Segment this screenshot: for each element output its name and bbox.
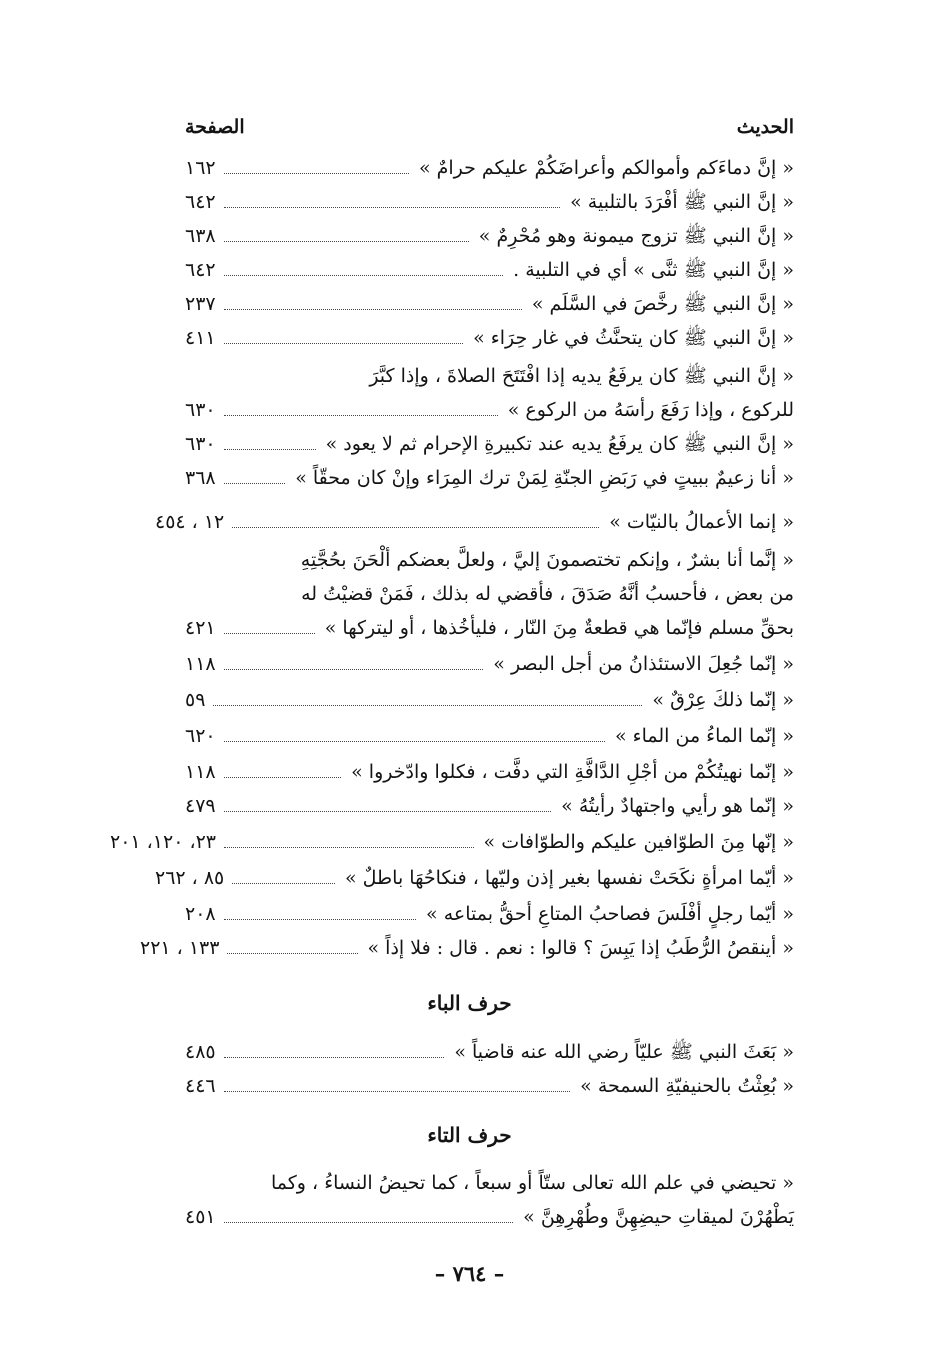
index-entry: [185, 683, 794, 717]
dot-leader: [224, 1222, 514, 1223]
index-entry: [185, 151, 794, 185]
index-entry: [155, 505, 794, 539]
index-entry: [155, 861, 794, 895]
hadith-text: « أيّما امرأةٍ نكَحَتْ نفسها بغير إذن وليّها ، فنكاحُهَا باطلٌ »: [344, 867, 794, 889]
column-header-hadith: الحديث: [736, 116, 794, 138]
index-entry: [185, 461, 794, 495]
hadith-text: « إنَّ النبي ﷺ أفْرَدَ بالتلبية »: [570, 191, 794, 213]
continuation-line: « تحيضي في علم الله تعالى ستّاً أو سبعاً ، كما تحيضُ النساءُ ، وكما: [270, 1172, 794, 1194]
index-entry: [185, 1069, 794, 1103]
dot-leader: [224, 309, 522, 310]
dot-leader: [224, 741, 605, 742]
hadith-text: « إنّما الماءُ من الماء »: [615, 725, 794, 747]
dot-leader: [224, 847, 474, 848]
hadith-text: « إنّما جُعِلَ الاستئذانُ من أجل البصر »: [493, 653, 794, 675]
page-reference: ٥٩: [185, 689, 206, 711]
page-reference: ٤٤٦: [185, 1075, 216, 1097]
page-reference: ٦٣٨: [185, 225, 216, 247]
index-entry: [110, 825, 794, 859]
index-entry: [185, 321, 794, 355]
hadith-text: « إنَّ النبي ﷺ تزوج ميمونة وهو مُحْرِمٌ »: [478, 225, 794, 247]
page-reference: ١٦٢: [185, 157, 216, 179]
dot-leader: [224, 207, 560, 208]
page-reference: ١٢ ، ٤٥٤: [155, 511, 225, 533]
index-entry: [185, 719, 794, 753]
index-entry: [140, 931, 794, 965]
hadith-text: « أنا زعيمٌ ببيتٍ في رَبَضِ الجنّةِ لِمَنْ ترك المِرَاء وإنْ كان محقّاً »: [295, 467, 794, 489]
index-entry: [185, 393, 794, 427]
page-reference: ٦٢٠: [185, 725, 216, 747]
hadith-text: « إنّما ذلكَ عِرْقٌ »: [652, 689, 794, 711]
page-reference: ٢٠٨: [185, 903, 216, 925]
dot-leader: [224, 483, 286, 484]
index-entry: [185, 427, 794, 461]
dot-leader: [224, 777, 342, 778]
section-heading-baa: حرف الباء: [427, 991, 512, 1015]
hadith-text: للركوع ، وإذا رَفَعَ رأسَهُ من الركوع »: [507, 399, 794, 421]
dot-leader: [224, 1091, 571, 1092]
index-entry: [185, 219, 794, 253]
dot-leader: [232, 883, 335, 884]
hadith-text: « بُعِثْتُ بالحنيفيّةِ السمحة »: [580, 1075, 794, 1097]
hadith-text: « إنّما هو رأيي واجتهادٌ رأيتُهُ »: [561, 795, 794, 817]
page-reference: ٤٥١: [185, 1206, 216, 1228]
index-entry: [185, 1035, 794, 1069]
dot-leader: [224, 919, 416, 920]
hadith-text: « إنَّ النبي ﷺ رخَّصَ في السَّلَم »: [531, 293, 794, 315]
page-reference: ٦٣٠: [185, 433, 216, 455]
dot-leader: [224, 275, 504, 276]
page-reference: ١٣٣ ، ٢٢١: [140, 937, 220, 959]
hadith-text: « أيّما رجلٍ أفْلَسَ فصاحبُ المتاعِ أحقُّ بمتاعه »: [426, 903, 794, 925]
continuation-line: « إنَّما أنا بشرٌ ، وإنكم تختصمونَ إليَّ ، ولعلَّ بعضكم ألْحَنَ بحُجَّتِهِ: [300, 549, 794, 571]
index-entry: [185, 185, 794, 219]
page-reference: ٣٦٨: [185, 467, 216, 489]
page-reference: ٤٧٩: [185, 795, 216, 817]
page-reference: ٤١١: [185, 327, 216, 349]
index-entry: [185, 897, 794, 931]
dot-leader: [232, 527, 599, 528]
section-heading-taa: حرف التاء: [427, 1123, 512, 1147]
page-reference: ٤٨٥: [185, 1041, 216, 1063]
hadith-text: يَطْهُرْنَ لميقاتِ حيضِهِنَّ وطُهْرِهِنَّ »: [523, 1206, 794, 1228]
hadith-text: بحقِّ مسلم فإنّما هي قطعةٌ مِنَ النّار ، فليأخُذها ، أو ليتركها »: [324, 617, 794, 639]
index-entry: [185, 647, 794, 681]
dot-leader: [224, 669, 484, 670]
page-reference: ٨٥ ، ٢٦٢: [155, 867, 225, 889]
dot-leader: [224, 449, 316, 450]
index-entry: [185, 287, 794, 321]
dot-leader: [224, 343, 463, 344]
page-reference: ٢٣، ١٢٠، ٢٠١: [110, 831, 217, 853]
index-entry: [185, 789, 794, 823]
dot-leader: [227, 953, 357, 954]
hadith-text: « إنَّ النبي ﷺ كان يرفَعُ يديه عند تكبيرةِ الإحرام ثم لا يعود »: [325, 433, 794, 455]
page-reference: ٦٤٢: [185, 259, 216, 281]
page-reference: ١١٨: [185, 653, 216, 675]
hadith-text: « إنَّ النبي ﷺ كان يتحنَّثُ في غار حِرَاء »: [473, 327, 794, 349]
index-entry: [185, 1200, 794, 1234]
dot-leader: [224, 173, 409, 174]
hadith-text: « إنما الأعمالُ بالنيّات »: [609, 511, 794, 533]
page-number: – ٧٦٤ –: [434, 1261, 505, 1286]
dot-leader: [224, 811, 552, 812]
hadith-text: « أينقصُ الرُّطَبُ إذا يَبِسَ ؟ قالوا : نعم . قال : فلا إذاً »: [367, 937, 794, 959]
page-reference: ١١٨: [185, 761, 216, 783]
column-header-page: الصفحة: [185, 116, 245, 138]
hadith-text: « بَعَثَ النبي ﷺ عليّاً رضي الله عنه قاضياً »: [454, 1041, 794, 1063]
hadith-text: « إنّها مِنَ الطوّافين عليكم والطوّافات »: [483, 831, 794, 853]
page-reference: ٤٢١: [185, 617, 216, 639]
index-entry: [185, 611, 794, 645]
dot-leader: [224, 241, 469, 242]
hadith-text: « إنَّ دماءَكم وأموالكم وأعراضَكُمْ عليكم حرامٌ »: [418, 157, 794, 179]
page-reference: ٦٤٢: [185, 191, 216, 213]
continuation-line: « إنَّ النبي ﷺ كان يرفَعُ يديه إذا افْتَتَحَ الصلاةَ ، وإذا كبَّرَ: [369, 365, 794, 387]
page-reference: ٦٣٠: [185, 399, 216, 421]
index-entry: [185, 253, 794, 287]
index-entry: [185, 755, 794, 789]
dot-leader: [213, 705, 642, 706]
dot-leader: [224, 1057, 445, 1058]
dot-leader: [224, 633, 315, 634]
dot-leader: [224, 415, 498, 416]
hadith-text: « إنّما نهيتُكُمْ من أجْلِ الدَّافَّةِ التي دفَّت ، فكلوا وادّخروا »: [351, 761, 794, 783]
continuation-line: من بعض ، فأحسبُ أنَّهُ صَدَقَ ، فأقضي له بذلك ، فَمَنْ قضيْتُ له: [301, 583, 794, 605]
hadith-text: « إنَّ النبي ﷺ ثنَّى » أي في التلبية .: [513, 259, 794, 281]
page-reference: ٢٣٧: [185, 293, 216, 315]
